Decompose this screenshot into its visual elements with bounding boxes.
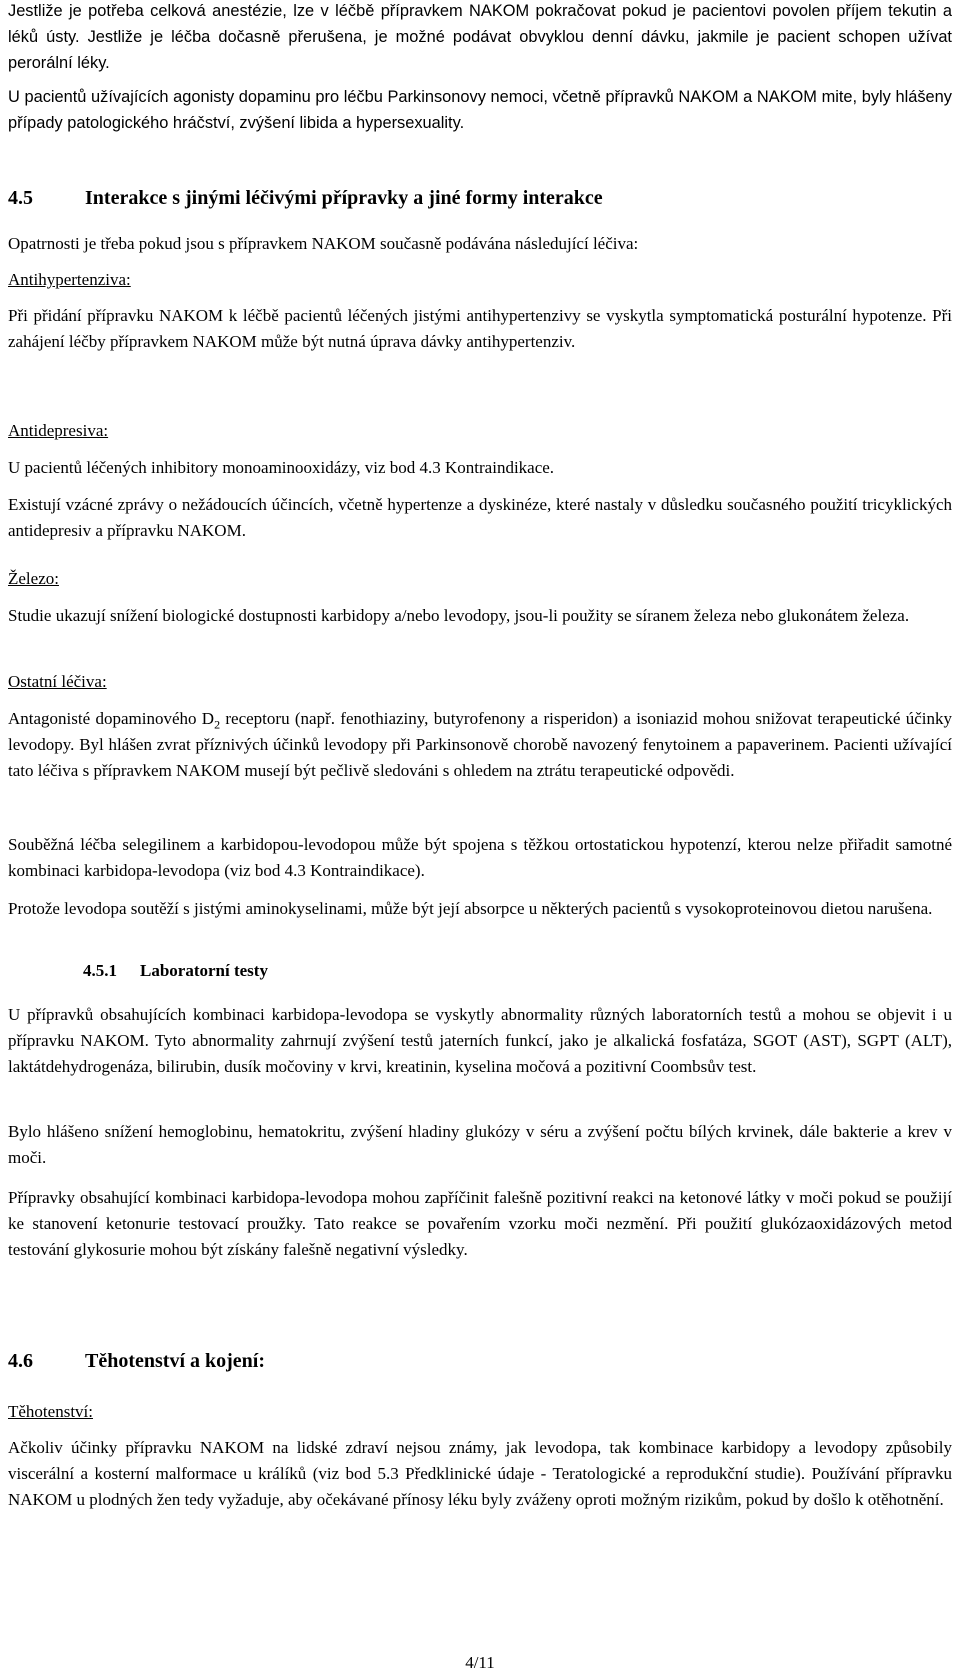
section-4-5-number: 4.5	[8, 187, 33, 209]
iron-text: Studie ukazují snížení biologické dostupnosti karbidopy a/nebo levodopy, jsou-li použity se síranem železa nebo glukonátem železa.	[8, 606, 910, 625]
pregnancy-text: Ačkoliv účinky přípravku NAKOM na lidské zdraví nejsou známy, jak levodopa, tak kombinace karbidopy a levodopy způsobily viscerální a kosterní malformace u králíků (viz bod 5.3 Předklinické údaje - Teratologické a reprodukční studie). Používání přípravku NAKOM u plodných žen tedy vyžaduje, aby očekávané přínosy léku byly zváženy oproti možným rizikům, pokud by došlo k otěhotnění.	[8, 1438, 952, 1509]
other-drugs-text-1	[8, 706, 952, 784]
antihypertensives-text: Při přidání přípravku NAKOM k léčbě pacientů léčených jistými antihypertenzivy se vyskytla symptomatická posturální hypotenze. Při zahájení léčby přípravkem NAKOM může být nutná úprava dávky antihypertenziv.	[8, 306, 952, 351]
section-4-6-number: 4.6	[8, 1350, 33, 1372]
intro-paragraph-dopamine-agonists: U pacientů užívajících agonisty dopaminu pro léčbu Parkinsonovy nemoci, včetně přípravků NAKOM a NAKOM mite, byly hlášeny případy patologického hráčství, zvýšení libida a hypersexuality.	[8, 88, 952, 132]
intro-paragraph-anesthesia: Jestliže je potřeba celková anestézie, lze v léčbě přípravkem NAKOM pokračovat pokud je pacientovi povolen příjem tekutin a léků ústy. Jestliže je léčba dočasně přerušena, je možné podávat obvyklou denní dávku, jakmile je pacient schopen užívat perorální léky.	[8, 2, 952, 72]
section-4-5-1-heading	[8, 958, 952, 984]
antidepressants-text-2: Existují vzácné zprávy o nežádoucích účincích, včetně hypertenze a dyskinéze, které nastaly v důsledku současného použití tricyklických antidepresiv a přípravku NAKOM.	[8, 495, 952, 540]
section-4-5-1-number: 4.5.1	[83, 961, 117, 980]
other-drugs-text-3: Protože levodopa soutěží s jistými aminokyselinami, může být její absorpce u některých pacientů s vysokoproteinovou dietou narušena.	[8, 899, 933, 918]
other-drugs-text-2: Souběžná léčba selegilinem a karbidopou-levodopou může být spojena s těžkou ortostatickou hypotenzí, kterou nelze přiřadit samotné kombinaci karbidopa-levodopa (viz bod 4.3 Kontraindikace).	[8, 835, 952, 880]
other-drugs-text-1-start: Antagonisté dopaminového D	[8, 709, 215, 728]
d2-subscript: 2	[214, 717, 221, 732]
page-number: 4/11	[465, 1653, 495, 1672]
iron-heading: Železo:	[8, 569, 59, 588]
other-drugs-text-1-rest: receptoru (např. fenothiaziny, butyrofenony a risperidon) a isoniazid mohou snižovat terapeutické účinky levodopy. Byl hlášen zvrat příznivých účinků levodopy při Parkinsonově chorobě navozený fenytoinem a papaverinem. Pacienti užívající tato léčiva s přípravkem NAKOM musejí být pečlivě sledováni s ohledem na ztrátu terapeutické odpovědi.	[8, 709, 952, 780]
section-4-5-heading	[8, 184, 952, 212]
section-4-6-title: Těhotenství a kojení:	[85, 1350, 265, 1372]
section-4-5-1-title: Laboratorní testy	[140, 961, 268, 980]
lab-tests-paragraph-2: Bylo hlášeno snížení hemoglobinu, hematokritu, zvýšení hladiny glukózy v séru a zvýšení počtu bílých krvinek, dále bakterie a krev v moči.	[8, 1122, 952, 1167]
section-4-6-heading	[8, 1347, 952, 1375]
antihypertensives-heading: Antihypertenziva:	[8, 270, 131, 289]
antidepressants-text-1: U pacientů léčených inhibitory monoaminooxidázy, viz bod 4.3 Kontraindikace.	[8, 458, 555, 477]
lab-tests-paragraph-1: U přípravků obsahujících kombinaci karbidopa-levodopa se vyskytly abnormality různých laboratorních testů a mohou se objevit i u přípravku NAKOM. Tyto abnormality zahrnují zvýšení testů jaterních funkcí, jako je alkalická fosfatáza, SGOT (AST), SGPT (ALT), laktátdehydrogenáza, bilirubin, dusík močoviny v krvi, kreatinin, kyselina močová a pozitivní Coombsův test.	[8, 1005, 952, 1076]
interactions-intro: Opatrnosti je třeba pokud jsou s přípravkem NAKOM současně podávána následující léčiva:	[8, 234, 639, 253]
lab-tests-paragraph-3: Přípravky obsahující kombinaci karbidopa-levodopa mohou zapříčinit falešně pozitivní reakci na ketonové látky v moči pokud se použijí ke stanovení ketonurie testovací proužky. Tato reakce se povařením vzorku moči nezmění. Při použití glukózaoxidázových metod testování glykosurie mohou být získány falešně negativní výsledky.	[8, 1188, 952, 1259]
pregnancy-heading: Těhotenství:	[8, 1402, 93, 1421]
section-4-5-title: Interakce s jinými léčivými přípravky a jiné formy interakce	[85, 187, 603, 209]
other-drugs-heading: Ostatní léčiva:	[8, 672, 107, 691]
antidepressants-heading: Antidepresiva:	[8, 421, 109, 440]
